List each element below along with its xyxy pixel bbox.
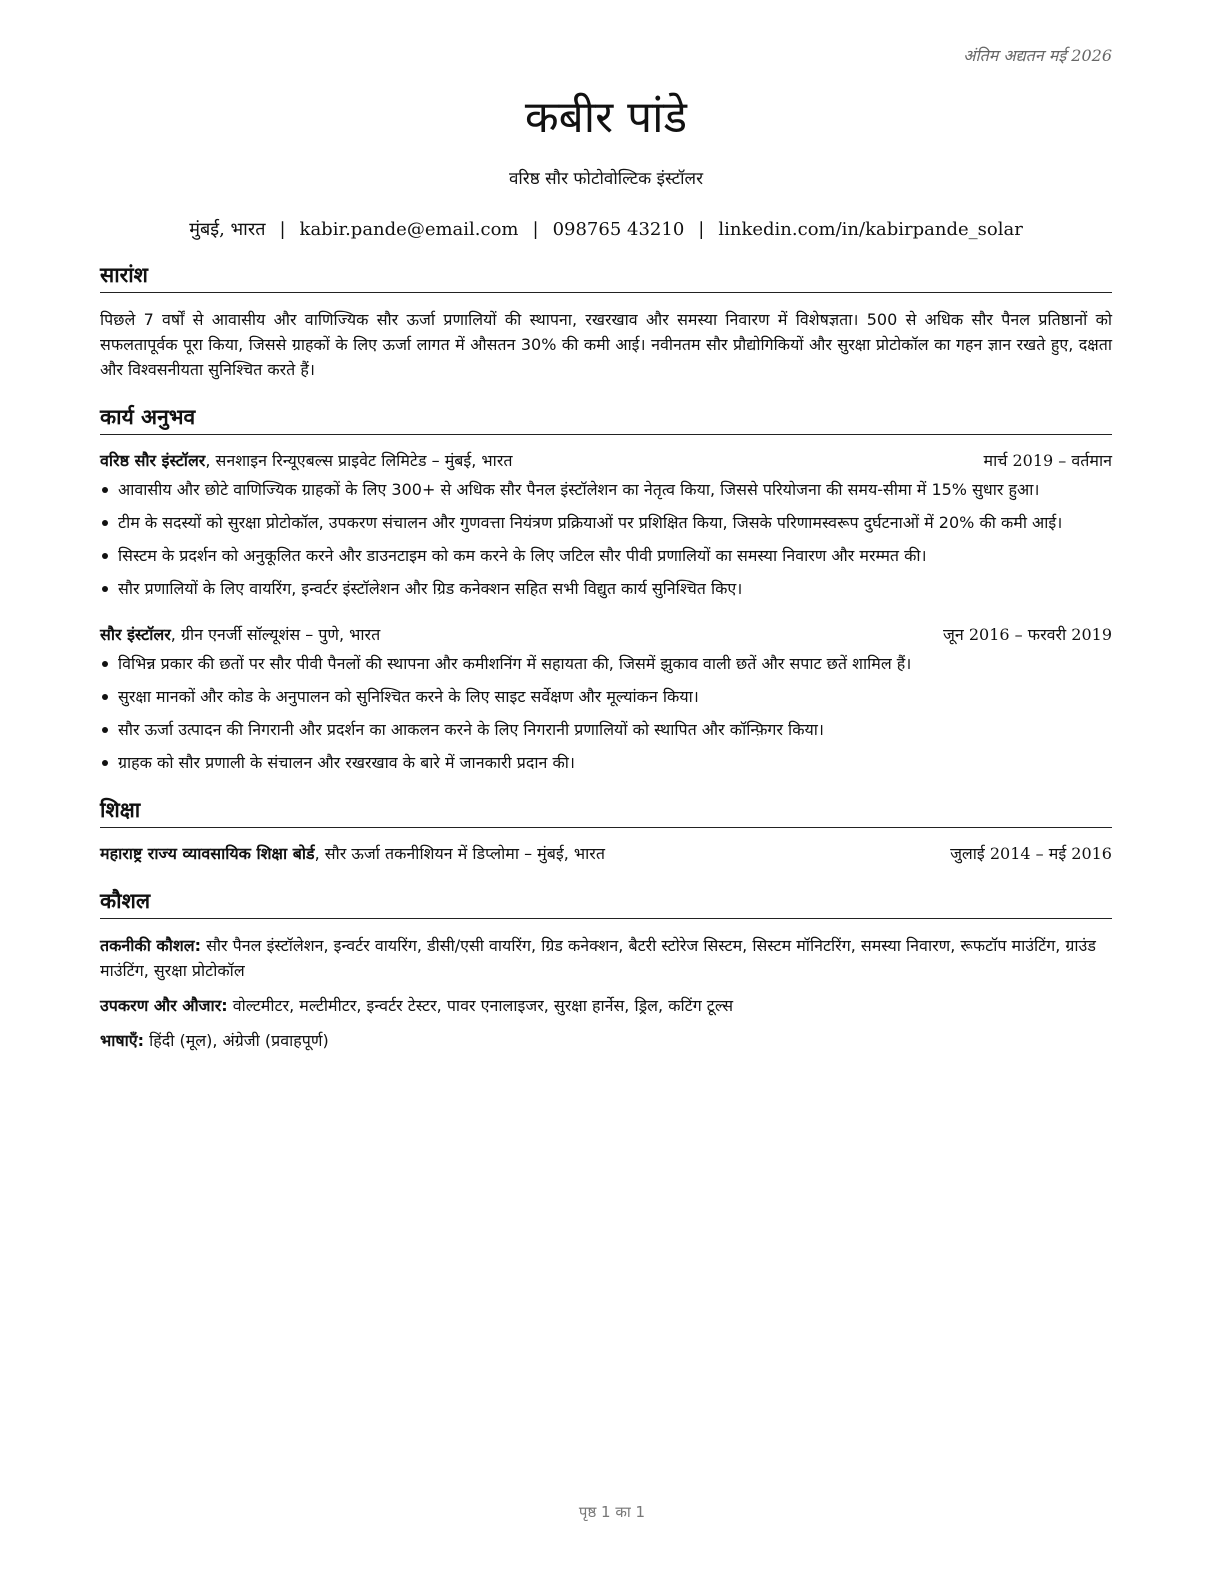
bullet-text: ग्राहक को सौर प्रणाली के संचालन और रखरखाव के बारे में जानकारी प्रदान की। bbox=[118, 753, 575, 772]
list-item bbox=[118, 477, 1112, 502]
skills-tools-value: वोल्टमीटर, मल्टीमीटर, इन्वर्टर टेस्टर, पावर एनालाइजर, सुरक्षा हार्नेस, ड्रिल, कटिंग टूल्स bbox=[227, 996, 734, 1015]
list-item bbox=[118, 576, 1112, 601]
bullet-icon bbox=[102, 520, 108, 526]
bullet-icon bbox=[102, 694, 108, 700]
list-item bbox=[118, 684, 1112, 709]
bullet-icon bbox=[102, 727, 108, 733]
skills-technical-label: तकनीकी कौशल: bbox=[100, 936, 201, 955]
bullet-text: टीम के सदस्यों को सुरक्षा प्रोटोकॉल, उपकरण संचालन और गुणवत्ता नियंत्रण प्रक्रियाओं पर प्रशिक्षित किया, जिसके परिणामस्वरूप दुर्घटनाओं में 20% की कमी आई। bbox=[118, 513, 1063, 532]
job-dates: जून 2016 – फरवरी 2019 bbox=[943, 625, 1112, 644]
job-role: सौर इंस्टॉलर bbox=[100, 625, 171, 644]
page-number: पृष्ठ 1 का 1 bbox=[578, 1503, 646, 1521]
contact-line bbox=[100, 218, 1112, 242]
education-dates: जुलाई 2014 – मई 2016 bbox=[950, 844, 1112, 863]
skills-languages bbox=[100, 1028, 1112, 1053]
job-title: वरिष्ठ सौर फोटोवोल्टिक इंस्टॉलर bbox=[508, 169, 704, 189]
skills-tools-label: उपकरण और औजार: bbox=[100, 996, 228, 1015]
job-dates: मार्च 2019 – वर्तमान bbox=[983, 451, 1112, 470]
job-company: , ग्रीन एनर्जी सॉल्यूशंस – पुणे, भारत bbox=[170, 625, 381, 644]
job-role: वरिष्ठ सौर इंस्टॉलर bbox=[100, 451, 206, 470]
job-company: , सनशाइन रिन्यूएबल्स प्राइवेट लिमिटेड – मुंबई, भारत bbox=[205, 451, 513, 470]
bullet-text: आवासीय और छोटे वाणिज्यिक ग्राहकों के लिए 300+ से अधिक सौर पैनल इंस्टॉलेशन का नेतृत्व किया, जिससे परियोजना की समय-सीमा में 15% सुधार हुआ। bbox=[118, 480, 1040, 499]
list-item bbox=[118, 750, 1112, 775]
section-heading-education: शिक्षा bbox=[100, 797, 1112, 828]
section-heading-skills: कौशल bbox=[100, 888, 1112, 919]
bullet-text: सौर ऊर्जा उत्पादन की निगरानी और प्रदर्शन का आकलन करने के लिए निगरानी प्रणालियों को स्थापित और कॉन्फ़िगर किया। bbox=[118, 720, 824, 739]
job-bullet-list bbox=[100, 477, 1112, 601]
education-institution: महाराष्ट्र राज्य व्यावसायिक शिक्षा बोर्ड bbox=[100, 844, 315, 863]
resume-page bbox=[100, 40, 1112, 1053]
bullet-text: सिस्टम के प्रदर्शन को अनुकूलित करने और डाउनटाइम को कम करने के लिए जटिल सौर पीवी प्रणालियों का समस्या निवारण और मरम्मत की। bbox=[118, 546, 927, 565]
contact-location: मुंबई, भारत bbox=[189, 219, 266, 240]
section-heading-summary: सारांश bbox=[100, 262, 1112, 293]
bullet-text: विभिन्न प्रकार की छतों पर सौर पीवी पैनलों की स्थापना और कमीशनिंग में सहायता की, जिसमें झुकाव वाली छतें और सपाट छतें शामिल हैं। bbox=[118, 654, 912, 673]
candidate-name: कबीर पांडे bbox=[524, 92, 688, 143]
contact-email[interactable]: kabir.pande@email.com bbox=[299, 219, 519, 240]
job-header bbox=[100, 623, 1112, 647]
job-bullet-list bbox=[100, 651, 1112, 775]
bullet-text: सौर प्रणालियों के लिए वायरिंग, इन्वर्टर इंस्टॉलेशन और ग्रिड कनेक्शन सहित सभी विद्युत कार्य सुनिश्चित किए। bbox=[118, 579, 743, 598]
list-item bbox=[118, 717, 1112, 742]
bullet-icon bbox=[102, 661, 108, 667]
education-detail: , सौर ऊर्जा तकनीशियन में डिप्लोमा – मुंबई, भारत bbox=[314, 844, 605, 863]
summary-text: पिछले 7 वर्षों से आवासीय और वाणिज्यिक सौर ऊर्जा प्रणालियों की स्थापना, रखरखाव और समस्या निवारण में विशेषज्ञता। 500 से अधिक सौर पैनल प्रतिष्ठानों को सफलतापूर्वक पूरा किया, जिससे ग्राहकों के लिए ऊर्जा लागत में औसतन 30% की कमी आई। नवीनतम सौर प्रौद्योगिकियों और सुरक्षा प्रोटोकॉल का गहन ज्ञान रखते हुए, दक्षता और विश्वसनीयता सुनिश्चित करते हैं। bbox=[100, 310, 1112, 379]
bullet-icon bbox=[102, 487, 108, 493]
skills-technical-value: सौर पैनल इंस्टॉलेशन, इन्वर्टर वायरिंग, डीसी/एसी वायरिंग, ग्रिड कनेक्शन, बैटरी स्टोरेज सिस्टम, सिस्टम मॉनिटरिंग, समस्या निवारण, रूफटॉप माउंटिंग, ग्राउंड माउंटिंग, सुरक्षा प्रोटोकॉल bbox=[100, 936, 1096, 980]
list-item bbox=[118, 651, 1112, 676]
list-item bbox=[118, 543, 1112, 568]
bullet-icon bbox=[102, 586, 108, 592]
education-row bbox=[100, 842, 1112, 866]
section-heading-experience: कार्य अनुभव bbox=[100, 404, 1112, 435]
contact-linkedin[interactable]: linkedin.com/in/kabirpande_solar bbox=[718, 219, 1023, 240]
skills-languages-value: हिंदी (मूल), अंग्रेजी (प्रवाहपूर्ण) bbox=[144, 1031, 329, 1050]
list-item bbox=[118, 510, 1112, 535]
last-updated-note: अंतिम अद्यतन मई 2026 bbox=[963, 46, 1112, 65]
contact-separator: | bbox=[532, 219, 539, 240]
skills-tools bbox=[100, 993, 1112, 1018]
job-header bbox=[100, 449, 1112, 473]
contact-separator: | bbox=[698, 219, 705, 240]
bullet-icon bbox=[102, 760, 108, 766]
contact-separator: | bbox=[279, 219, 286, 240]
skills-languages-label: भाषाएँ: bbox=[100, 1031, 145, 1050]
bullet-icon bbox=[102, 553, 108, 559]
contact-phone: 098765 43210 bbox=[552, 219, 685, 240]
skills-technical bbox=[100, 933, 1112, 983]
bullet-text: सुरक्षा मानकों और कोड के अनुपालन को सुनिश्चित करने के लिए साइट सर्वेक्षण और मूल्यांकन किया। bbox=[118, 687, 699, 706]
